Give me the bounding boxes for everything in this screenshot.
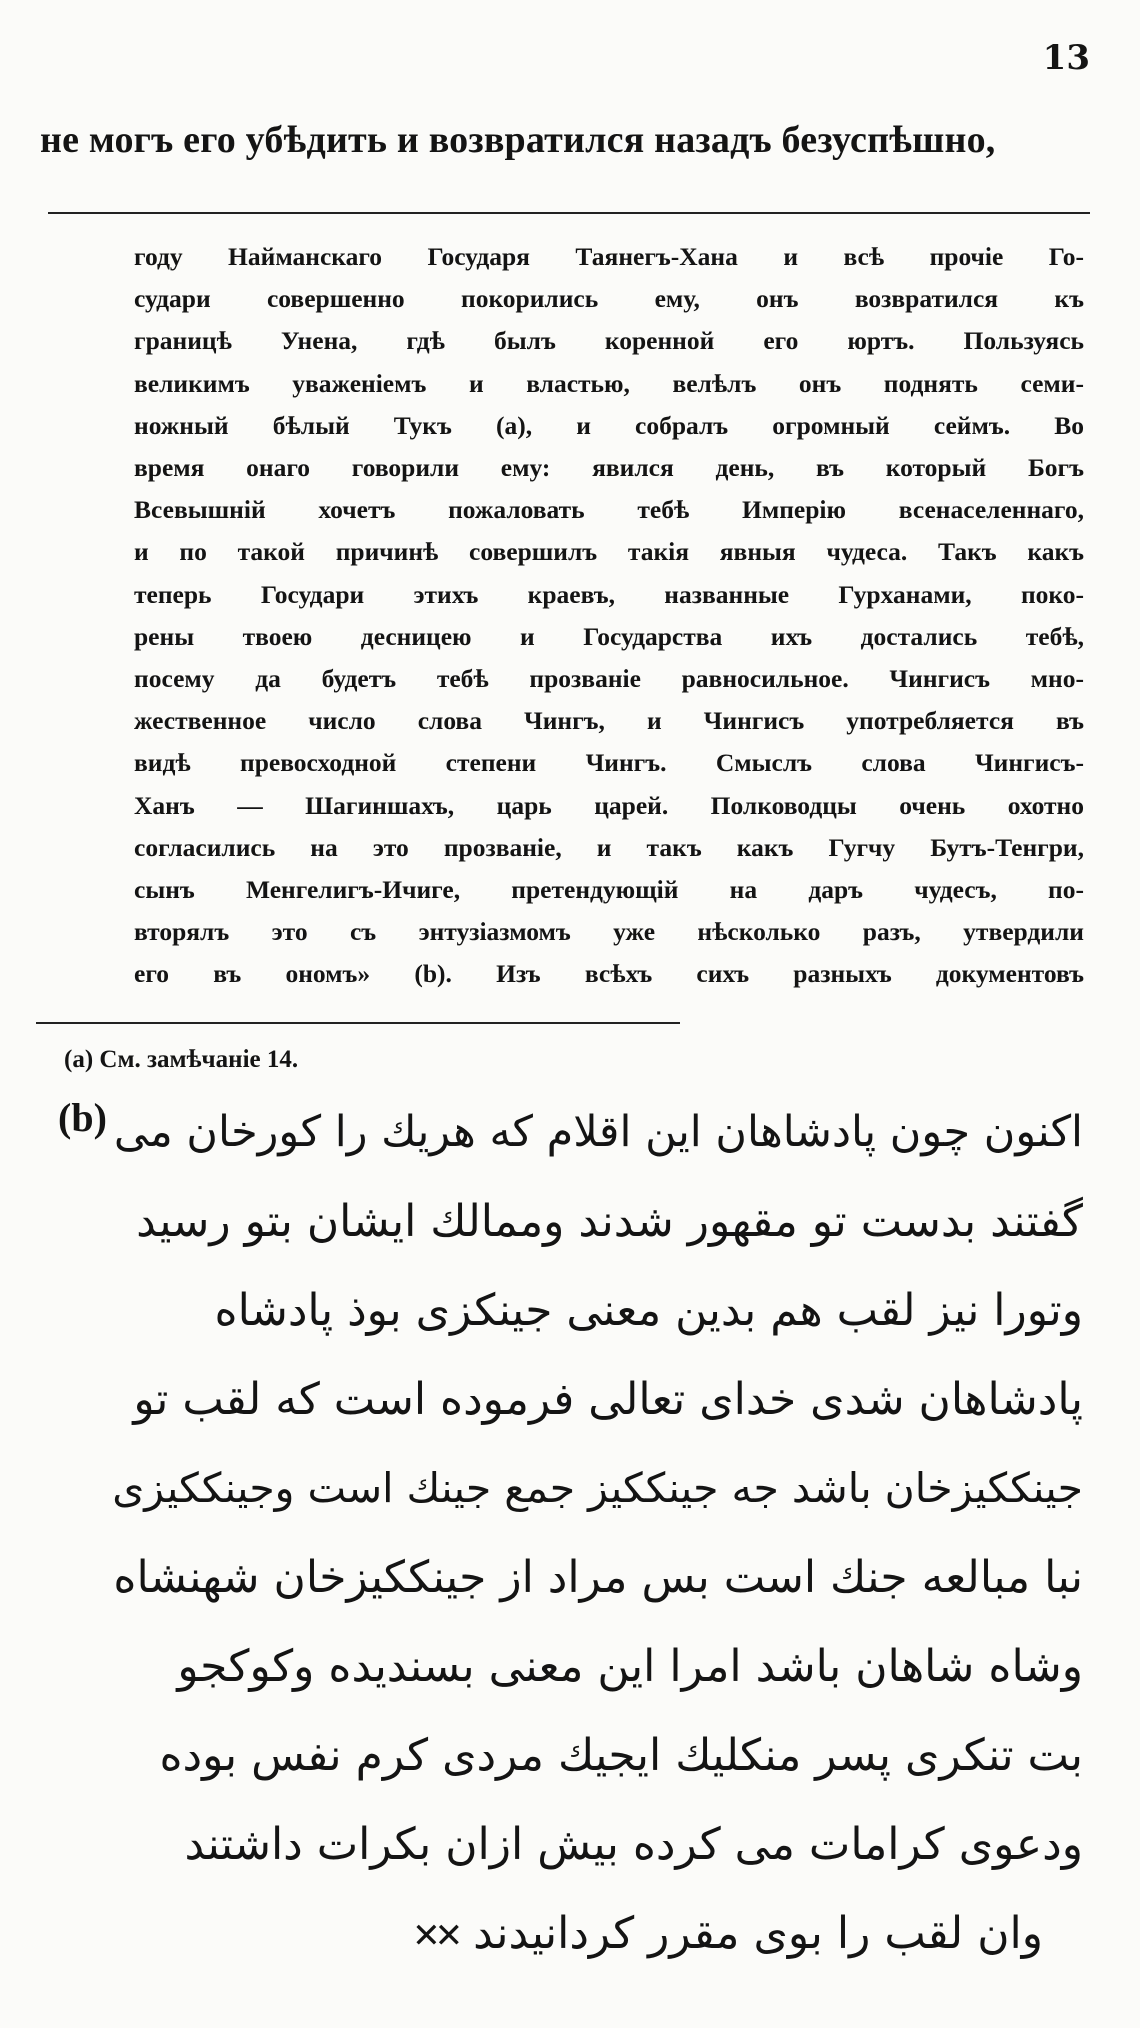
persian-line: جینککیزخان باشد جه جینککیز جمع جینك است وجینککیزی xyxy=(112,1464,1083,1512)
body-line: время онаго говорили ему: явился день, въ который Богъ xyxy=(134,453,1084,483)
persian-line-text: وان لقب را بوی مقرر کردانیدند xyxy=(473,1908,1043,1959)
body-line: Всевышній хочетъ пожаловать тебѣ Имперію всенаселеннаго, xyxy=(134,495,1084,525)
persian-line: پادشاهان شدی خدای تعالی فرموده است که لقب تو xyxy=(133,1374,1083,1425)
body-line: жественное число слова Чингъ, и Чингисъ употребляется въ xyxy=(134,706,1084,736)
persian-line: بت تنکری پسر منکلیك ایجیك مردی کرم نفس بوده xyxy=(159,1730,1083,1781)
persian-line: گفتند بدست تو مقهور شدند وممالك ایشان بتو رسید xyxy=(136,1196,1083,1247)
body-line: Ханъ — Шагиншахъ, царь царей. Полководцы очень охотно xyxy=(134,790,1084,820)
body-line: сынъ Менгелигъ-Ичиге, претендующій на даръ чудесъ, по- xyxy=(134,875,1084,905)
footnote-rule xyxy=(36,1022,680,1024)
persian-line: وتورا نیز لقب هم بدین معنی جینکزی بوذ پادشاه xyxy=(214,1285,1083,1336)
body-line: теперь Государи этихъ краевъ, названные Гурханами, поко- xyxy=(134,579,1084,609)
body-line: границѣ Унена, гдѣ былъ коренной его юртъ. Пользуясь xyxy=(134,326,1084,356)
body-line: вторялъ это съ энтузіазмомъ уже нѣсколько разъ, утвердили xyxy=(134,917,1084,947)
body-line: согласились на это прозваніе, и такъ какъ Гугчу Бутъ-Тенгри, xyxy=(134,832,1084,862)
top-rule xyxy=(48,212,1090,214)
body-line: судари совершенно покорились ему, онъ возвратился къ xyxy=(134,284,1084,314)
body-line: ножный бѣлый Тукъ (а), и собралъ огромный сеймъ. Во xyxy=(134,410,1084,440)
persian-line: ودعوی کرامات می کرده بیش ازان بکرات داشتند xyxy=(184,1819,1083,1870)
footnote-a: (а) См. замѣчаніе 14. xyxy=(64,1046,299,1073)
headline: не могъ его убѣдить и возвратился назадъ безуспѣшно, xyxy=(40,119,996,161)
persian-line-last xyxy=(108,1889,1083,1978)
body-line: его въ ономъ» (b). Изъ всѣхъ сихъ разныхъ документовъ xyxy=(134,959,1084,989)
body-line: великимъ уваженіемъ и властью, велѣлъ онъ поднять семи- xyxy=(134,368,1084,398)
body-text xyxy=(134,236,1084,996)
body-line: видѣ превосходной степени Чингъ. Смыслъ слова Чингисъ- xyxy=(134,748,1084,778)
body-line: году Найманскаго Государя Таянегъ-Хана и всѣ прочіе Го- xyxy=(134,242,1084,271)
persian-line: نبا مبالعه جنك است بس مراد از جینککیزخان شهنشاه xyxy=(113,1552,1083,1603)
body-line: посему да будетъ тебѣ прозваніе равносильное. Чингисъ мно- xyxy=(134,664,1084,694)
persian-line: اکنون چون پادشاهان این اقلام که هریك را کورخان می xyxy=(113,1107,1083,1157)
footnote-b-marker: (b) xyxy=(58,1095,107,1140)
body-line: и по такой причинѣ совершилъ такія явныя чудеса. Такъ какъ xyxy=(134,537,1084,567)
persian-footnote xyxy=(108,1088,1083,1978)
persian-line: وشاه شاهان باشد امرا این معنی بسندیده وکوکجو xyxy=(177,1641,1083,1692)
body-line: рены твоею десницею и Государства ихъ достались тебѣ, xyxy=(134,621,1084,651)
page-number: 13 xyxy=(1042,38,1090,78)
end-ornament-icon: ✕✕ xyxy=(412,1915,458,1956)
